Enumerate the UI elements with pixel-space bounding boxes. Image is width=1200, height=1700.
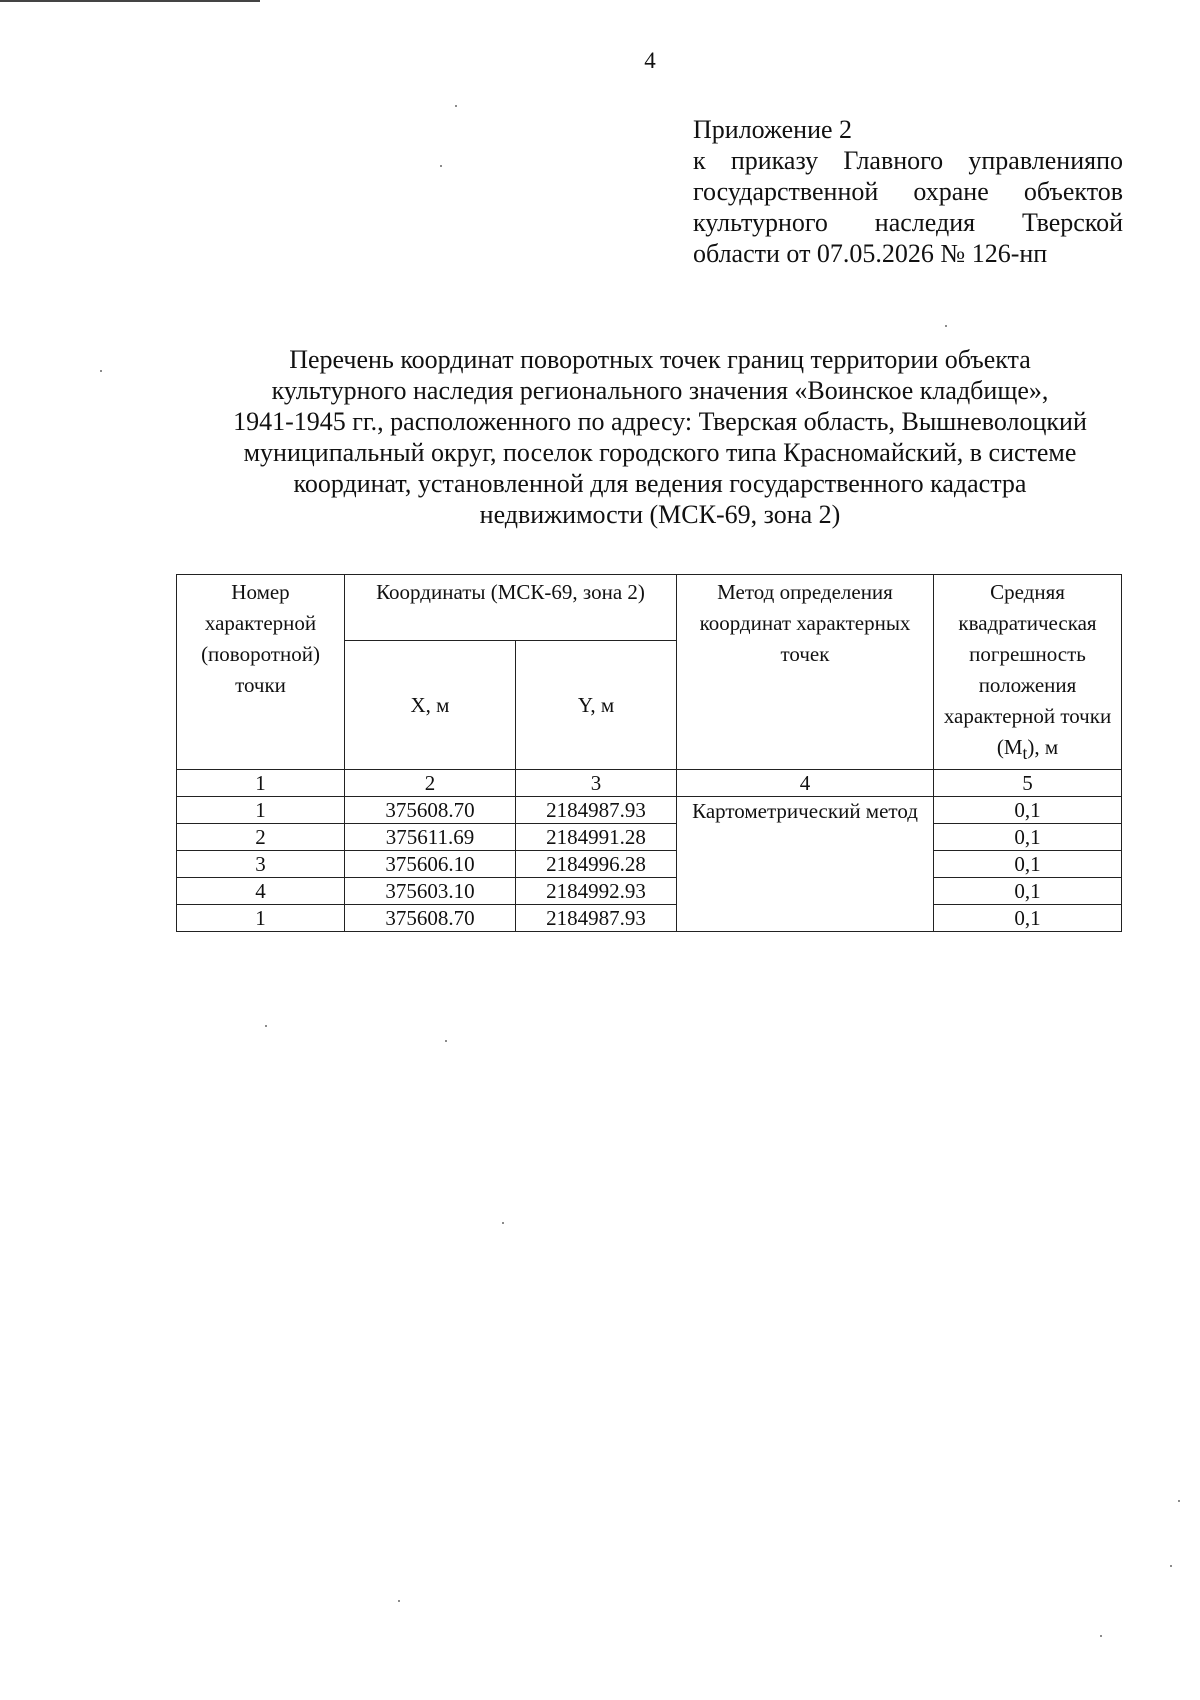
header-point-number: Номер характерной (поворотной) точки [177, 575, 345, 770]
cell-point: 4 [177, 878, 345, 905]
cell-point: 1 [177, 797, 345, 824]
header-error-subscript: t [1022, 743, 1028, 764]
header-coordinates: Координаты (МСК-69, зона 2) [345, 575, 677, 641]
header-y: Y, м [516, 641, 677, 770]
appendix-title: Приложение 2 [693, 115, 853, 144]
coordinates-table [176, 574, 1122, 932]
column-number: 4 [677, 770, 934, 797]
title-line: недвижимости (МСК-69, зона 2) [479, 500, 841, 529]
header-error-prefix: Средняя квадратическая погрешность положения характерной точки (M [943, 580, 1112, 759]
table-row [177, 797, 1122, 824]
scan-speck [445, 1040, 447, 1042]
cell-method: Картометрический метод [677, 797, 934, 932]
cell-x: 375608.70 [345, 905, 516, 932]
scan-speck [502, 1222, 504, 1224]
cell-point: 1 [177, 905, 345, 932]
cell-x: 375608.70 [345, 797, 516, 824]
scan-speck [1178, 1500, 1180, 1502]
column-number: 1 [177, 770, 345, 797]
table-row [177, 851, 1122, 878]
scan-speck [1170, 1565, 1172, 1567]
document-title [180, 344, 1140, 530]
page-number: 4 [644, 48, 656, 73]
scan-speck [1100, 1635, 1102, 1637]
scan-speck [455, 105, 457, 107]
table-row [177, 878, 1122, 905]
scan-top-edge-line [0, 0, 260, 2]
scan-speck [945, 325, 947, 327]
cell-error: 0,1 [934, 824, 1122, 851]
appendix-text: к приказу Главного управленияпо государственной охране объектов культурного наследия Тверской области от 07.05.2026 № 126-нп [693, 146, 1123, 268]
cell-y: 2184992.93 [516, 878, 677, 905]
cell-error: 0,1 [934, 851, 1122, 878]
table-header-row [177, 575, 1122, 641]
scan-speck [398, 1600, 400, 1602]
cell-x: 375611.69 [345, 824, 516, 851]
cell-point: 3 [177, 851, 345, 878]
title-line: муниципальный округ, поселок городского типа Красномайский, в системе [243, 438, 1077, 467]
scan-speck [440, 165, 442, 167]
cell-x: 375603.10 [345, 878, 516, 905]
header-x: X, м [345, 641, 516, 770]
title-line: координат, установленной для ведения государственного кадастра [293, 469, 1027, 498]
header-method: Метод определения координат характерных точек [677, 575, 934, 770]
scan-speck [100, 370, 102, 372]
title-line: Перечень координат поворотных точек границ территории объекта [289, 345, 1031, 374]
cell-y: 2184987.93 [516, 797, 677, 824]
column-number: 3 [516, 770, 677, 797]
cell-x: 375606.10 [345, 851, 516, 878]
cell-y: 2184996.28 [516, 851, 677, 878]
column-number-row [177, 770, 1122, 797]
table-row [177, 905, 1122, 932]
table-row [177, 824, 1122, 851]
appendix-block [693, 114, 1123, 269]
column-number: 5 [934, 770, 1122, 797]
cell-error: 0,1 [934, 905, 1122, 932]
column-number: 2 [345, 770, 516, 797]
cell-error: 0,1 [934, 878, 1122, 905]
title-line: 1941-1945 гг., расположенного по адресу: Тверская область, Вышневолоцкий [233, 407, 1087, 436]
header-error-suffix: ), м [1027, 735, 1059, 759]
header-error [934, 575, 1122, 770]
scan-speck [265, 1025, 267, 1027]
cell-error: 0,1 [934, 797, 1122, 824]
title-line: культурного наследия регионального значения «Воинское кладбище», [271, 376, 1049, 405]
cell-point: 2 [177, 824, 345, 851]
cell-y: 2184987.93 [516, 905, 677, 932]
cell-y: 2184991.28 [516, 824, 677, 851]
